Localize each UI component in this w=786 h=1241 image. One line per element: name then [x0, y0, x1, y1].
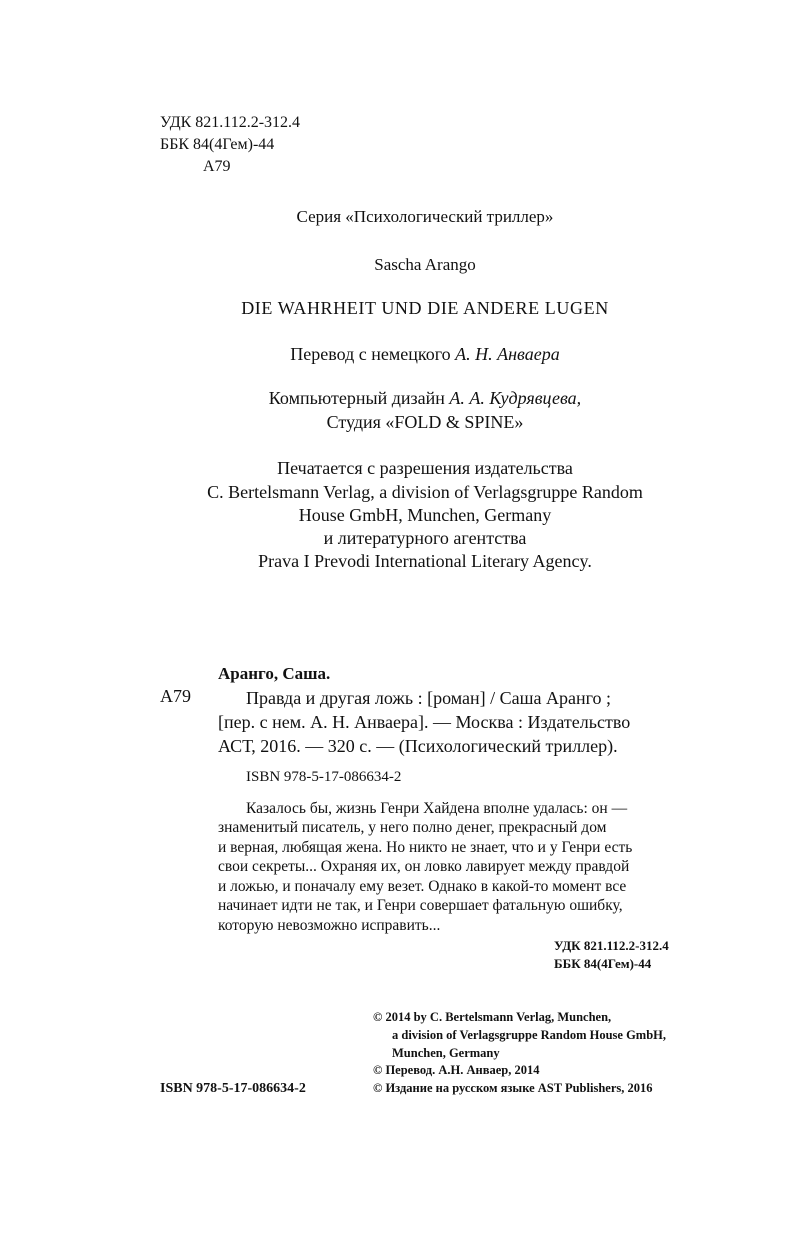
annotation-line-4: свои секреты... Охраняя их, он ловко лавирует между правдой — [218, 858, 630, 875]
annotation-line-3: и верная, любящая жена. Но никто не знает, что и у Генри есть — [218, 839, 633, 856]
annotation-line-7: которую невозможно исправить... — [218, 917, 441, 934]
design-prefix: Компьютерный дизайн — [268, 388, 445, 408]
udk-code-top: УДК 821.112.2-312.4 — [160, 114, 301, 131]
catalog-udk: УДК 821.112.2-312.4 — [554, 938, 669, 953]
permission-line-3: House GmbH, Munchen, Germany — [298, 505, 552, 525]
author-mark-top: А79 — [203, 158, 231, 175]
copyright-line-2: a division of Verlagsgruppe Random House GmbH, — [392, 1028, 667, 1042]
permission-line-2: C. Bertelsmann Verlag, a division of Verlagsgruppe Random — [207, 482, 643, 502]
copyright-line-5: © Издание на русском языке AST Publishers, 2016 — [373, 1081, 653, 1095]
permission-line-4: и литературного агентства — [323, 528, 527, 548]
catalog-description-line-2: [пер. с нем. А. Н. Анваера]. — Москва : Издательство — [218, 712, 631, 732]
catalog-isbn: ISBN 978-5-17-086634-2 — [246, 769, 402, 785]
original-author: Sascha Arango — [374, 255, 476, 274]
design-line — [0, 387, 786, 410]
catalog-mark: А79 — [160, 686, 191, 706]
catalog-author: Аранго, Саша. — [218, 664, 331, 683]
translation-line — [0, 343, 786, 366]
original-title: DIE WAHRHEIT UND DIE ANDERE LUGEN — [241, 298, 609, 318]
footer-isbn: ISBN 978-5-17-086634-2 — [160, 1081, 306, 1096]
series-line: Серия «Психологический триллер» — [296, 207, 554, 226]
designer-name: А. А. Кудрявцева, — [449, 388, 582, 408]
bbk-code-top: ББК 84(4Гем)-44 — [160, 136, 275, 153]
annotation-line-6: начинает идти не так, и Генри совершает фатальную ошибку, — [218, 897, 623, 914]
copyright-line-4: © Перевод. А.Н. Анваер, 2014 — [373, 1063, 540, 1077]
permission-line-5: Prava I Prevodi International Literary Agency. — [258, 551, 592, 571]
copyright-line-1: © 2014 by C. Bertelsmann Verlag, Munchen, — [373, 1010, 612, 1024]
catalog-description-line-3: АСТ, 2016. — 320 с. — (Психологический триллер). — [218, 736, 618, 756]
catalog-bbk: ББК 84(4Гем)-44 — [554, 956, 652, 971]
catalog-description-line-1: Правда и другая ложь : [роман] / Саша Аранго ; — [246, 688, 612, 708]
annotation-line-1: Казалось бы, жизнь Генри Хайдена вполне удалась: он — — [246, 800, 628, 817]
translator-name: А. Н. Анваера — [455, 344, 560, 364]
permission-line-1: Печатается с разрешения издательства — [277, 458, 573, 478]
copyright-line-3: Munchen, Germany — [392, 1046, 500, 1060]
studio-line: Студия «FOLD & SPINE» — [326, 412, 524, 432]
annotation-line-2: знаменитый писатель, у него полно денег, прекрасный дом — [218, 819, 607, 836]
annotation-line-5: и ложью, и поначалу ему везет. Однако в какой-то момент все — [218, 878, 627, 895]
translation-prefix: Перевод с немецкого — [290, 344, 451, 364]
